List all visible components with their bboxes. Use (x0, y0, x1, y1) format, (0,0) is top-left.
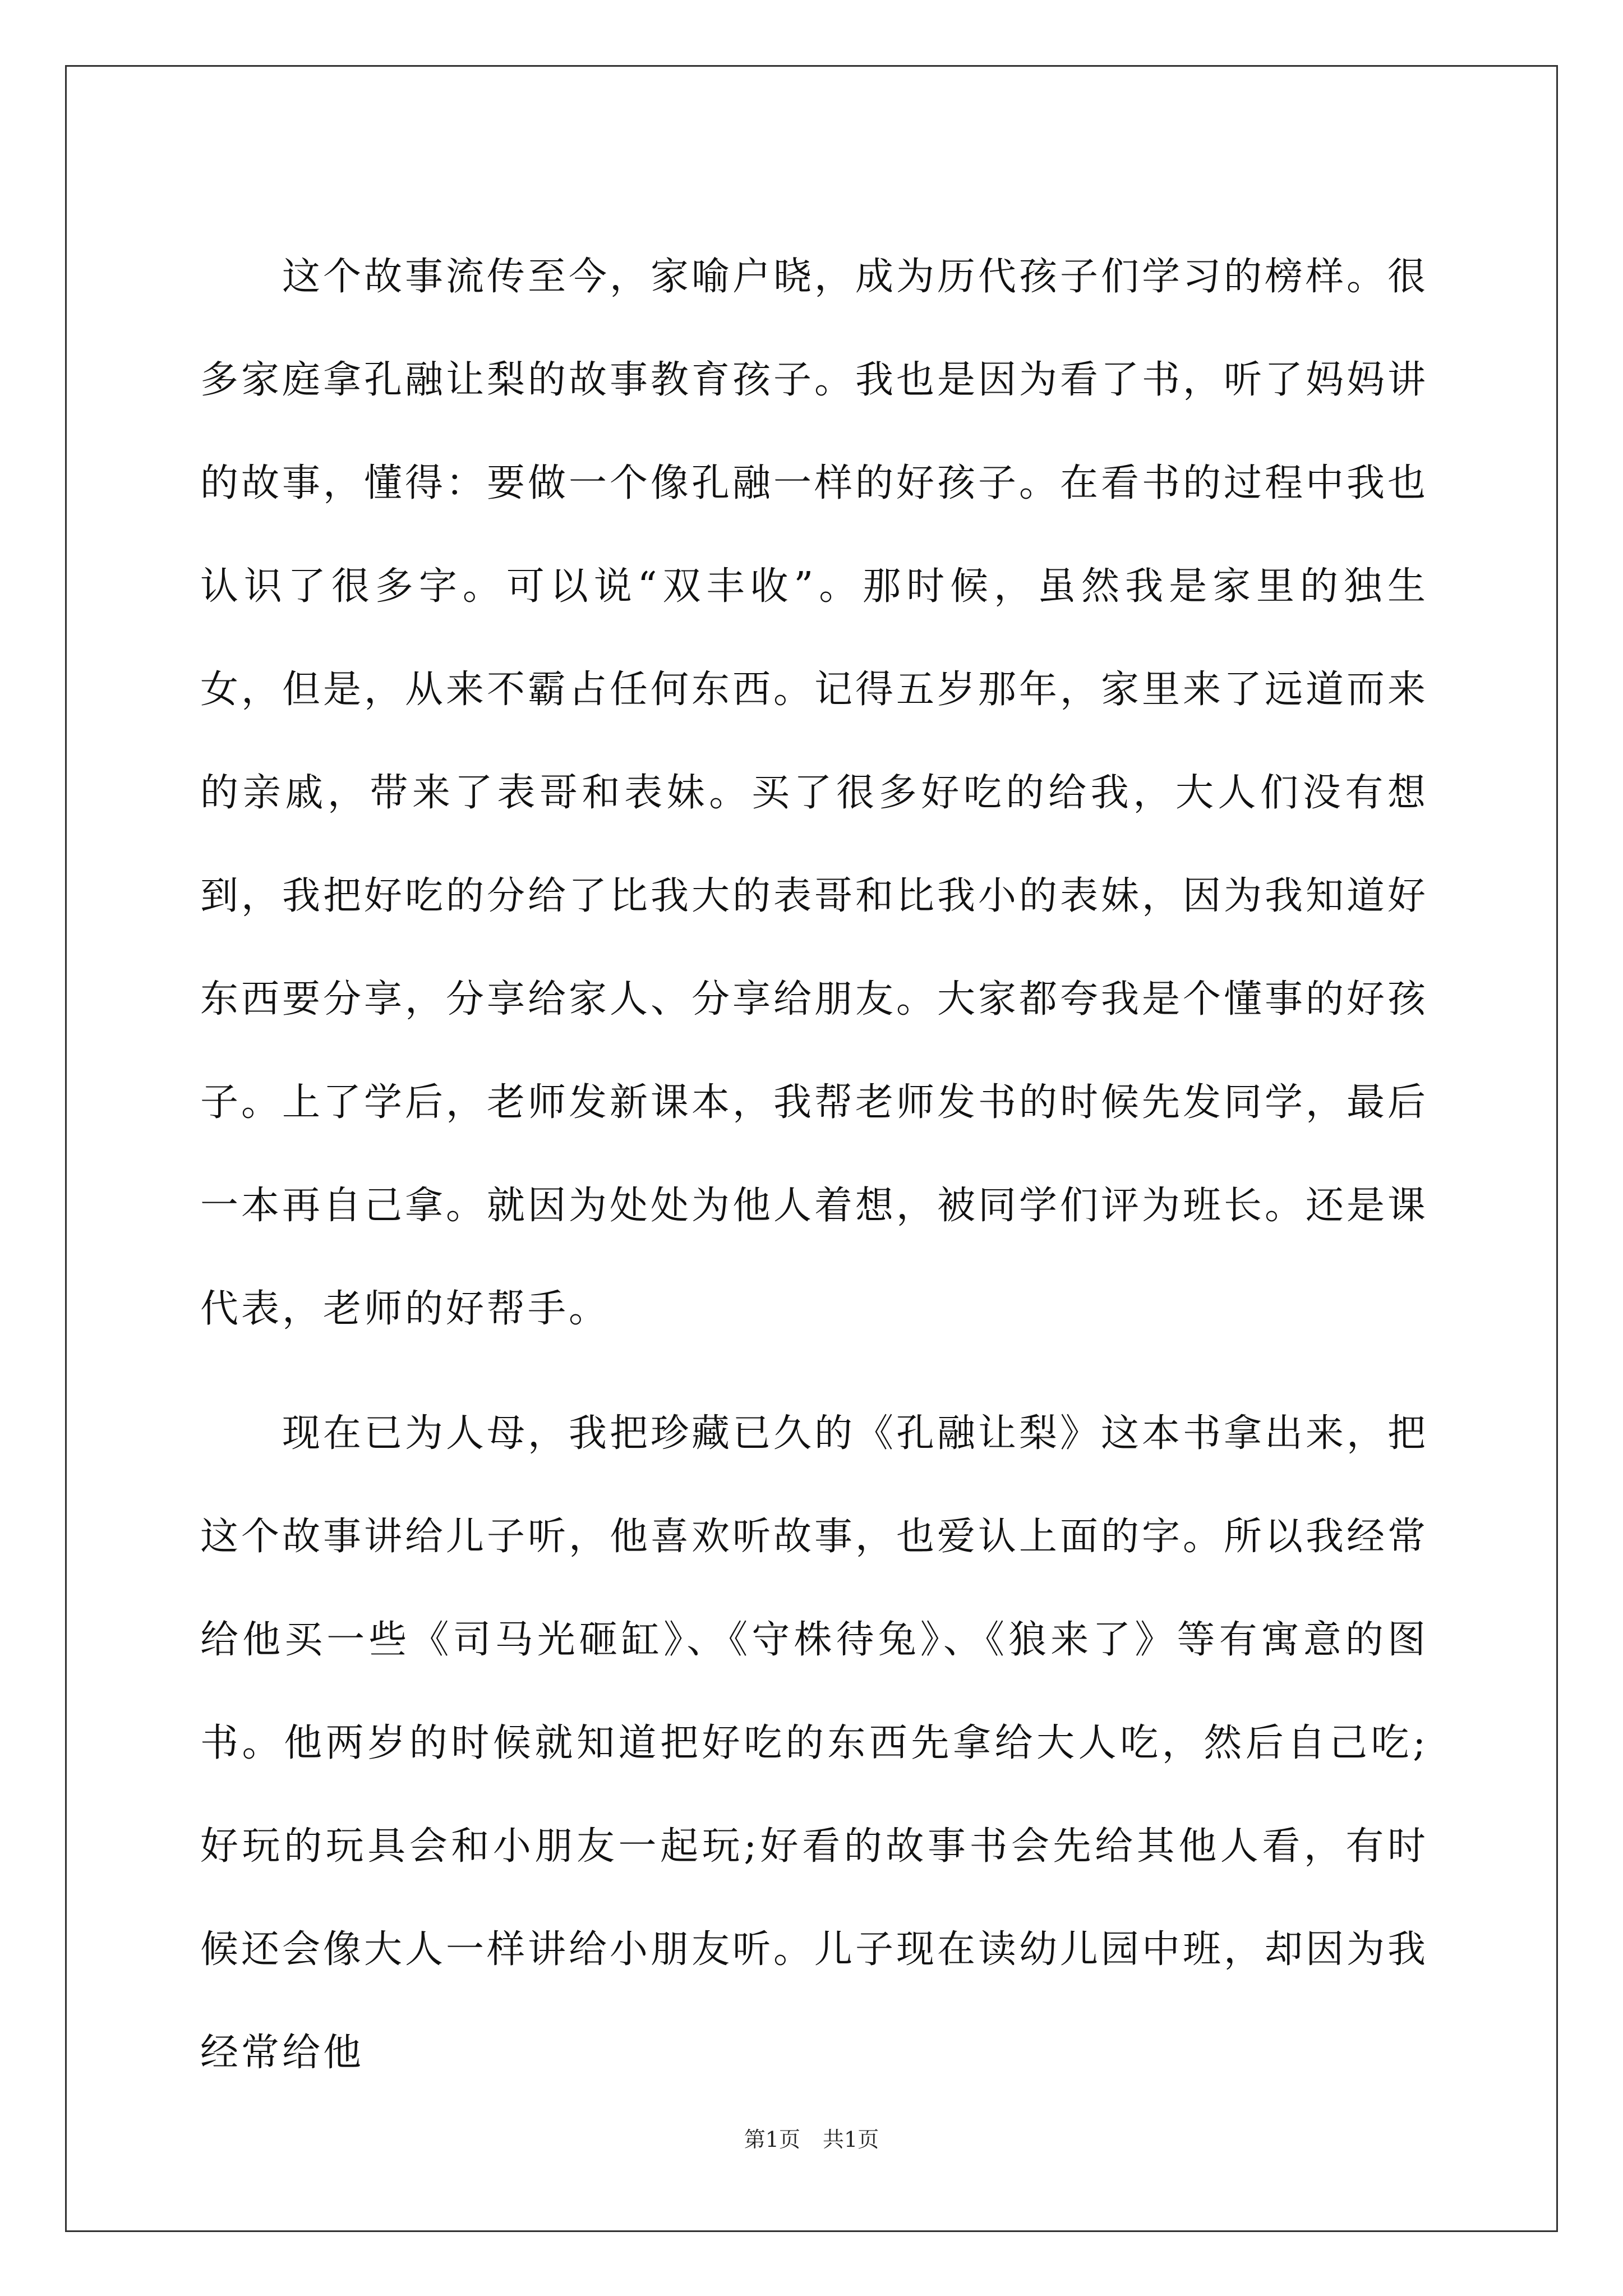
paragraph-2: 现在已为人母，我把珍藏已久的《孔融让梨》这本书拿出来，把这个故事讲给儿子听，他喜欢听故事，也爱认上面的字。所以我经常给他买一些《司马光砸缸》、《守株待兔》、《狼来了》等有寓意的图书。他两岁的时候就知道把好吃的东西先拿给大人吃，然后自己吃;好玩的玩具会和小朋友一起玩;好看的故事书会先给其他人看，有时候还会像大人一样讲给小朋友听。儿子现在读幼儿园中班，却因为我经常给他 (200, 1411, 1429, 2075)
page-number: 第1页 (744, 2127, 800, 2152)
paragraph-1: 这个故事流传至今，家喻户晓，成为历代孩子们学习的榜样。很多家庭拿孔融让梨的故事教育孩子。我也是因为看了书，听了妈妈讲的故事，懂得：要做一个像孔融一样的好孩子。在看书的过程中我也认识了很多字。可以说“双丰收”。那时候，虽然我是家里的独生女，但是，从来不霸占任何东西。记得五岁那年，家里来了远道而来的亲戚，带来了表哥和表妹。买了很多好吃的给我，大人们没有想到，我把好吃的分给了比我大的表哥和比我小的表妹，因为我知道好东西要分享，分享给家人、分享给朋友。大家都夸我是个懂事的好孩子。上了学后，老师发新课本，我帮老师发书的时候先发同学，最后一本再自己拿。就因为处处为他人着想，被同学们评为班长。还是课代表，老师的好帮手。 (200, 255, 1429, 1331)
total-pages: 共1页 (823, 2127, 879, 2152)
page-footer (0, 2126, 1623, 2153)
document-body (200, 226, 1428, 2126)
